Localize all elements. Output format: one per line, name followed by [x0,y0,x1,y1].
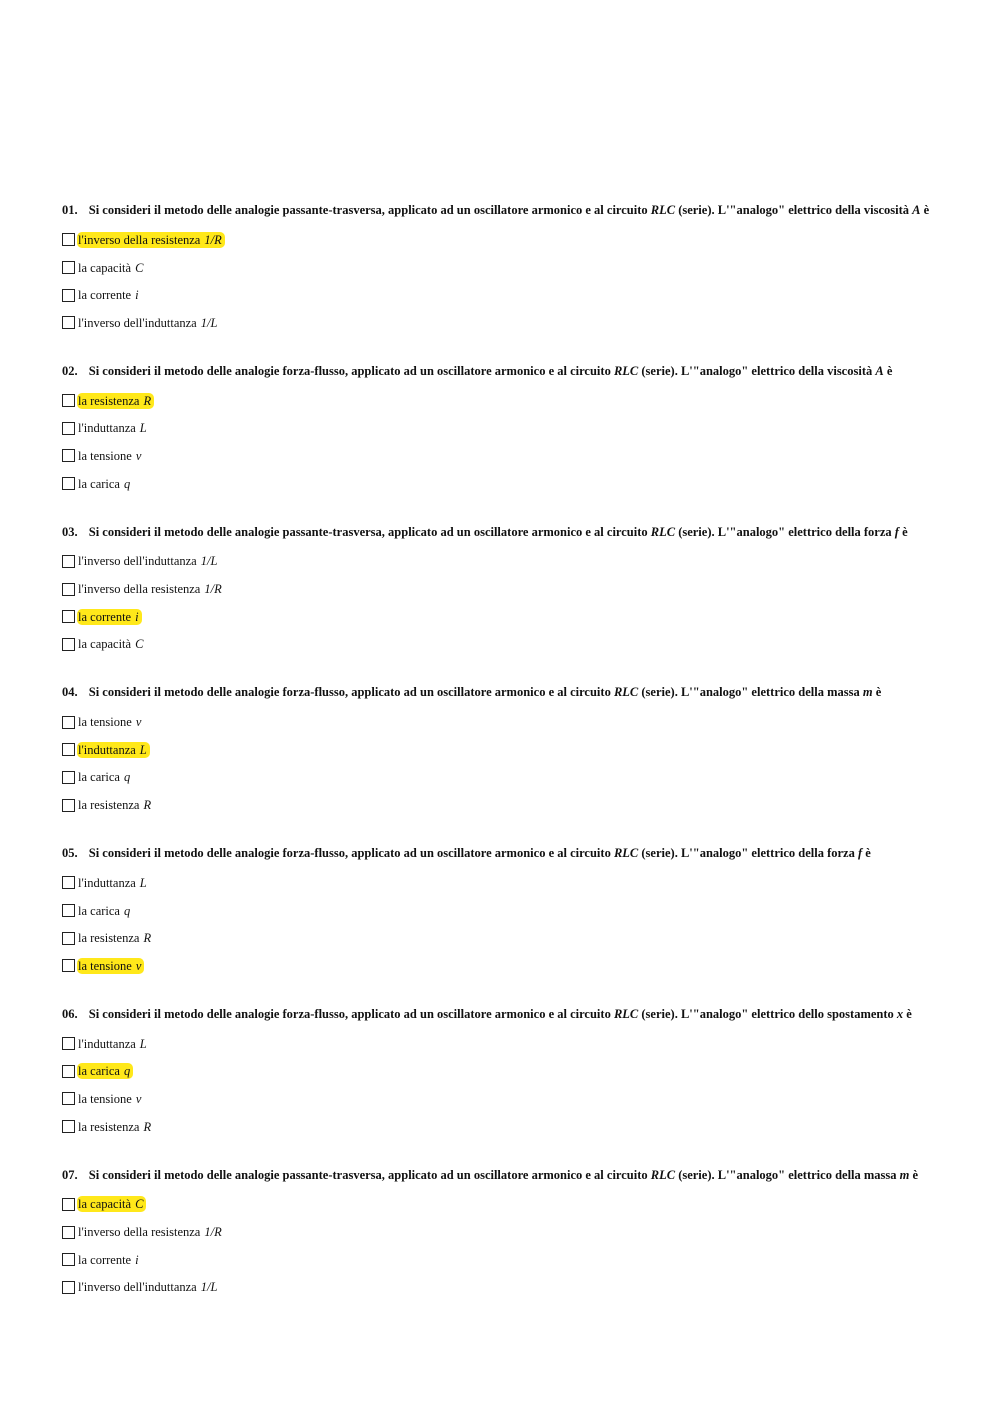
answer-option[interactable] [62,791,962,819]
answer-checkbox[interactable] [62,233,75,246]
quantity-symbol: f [894,524,899,539]
answer-text: l'induttanza [78,742,136,757]
answer-symbol: 1/R [204,1225,222,1240]
answer-label[interactable] [77,769,133,785]
question-number: 04. [62,685,78,700]
answer-symbol: R [143,798,152,813]
answer-symbol: i [135,1252,139,1267]
answer-checkbox[interactable] [62,1198,75,1211]
answer-option[interactable] [62,603,962,631]
question-block [62,843,962,980]
answer-symbol: v [135,958,142,973]
answer-text: l'inverso dell'induttanza [78,1280,197,1295]
question-text-part: è [865,846,871,860]
question-block [62,522,962,659]
answer-text: la corrente [78,609,132,624]
answer-symbol: L [139,421,147,436]
circuit-symbol: RLC [613,685,639,700]
answer-label[interactable] [77,1119,154,1135]
answer-label[interactable] [77,875,150,891]
answer-label-highlighted[interactable] [77,1063,133,1079]
circuit-symbol: RLC [613,846,639,860]
question-text-part: è [923,203,930,217]
answer-option[interactable] [62,1085,962,1113]
question-text-part: è [912,1167,919,1182]
question-text [62,361,962,381]
question-block [62,1165,962,1302]
question-block [62,361,962,498]
answer-text: l'inverso della resistenza [78,1225,201,1240]
answer-text: la tensione [78,715,132,730]
answer-label[interactable] [77,930,154,946]
answer-checkbox[interactable] [62,876,75,889]
answer-checkbox[interactable] [62,1253,75,1266]
question-text-part: (serie). L'"analogo" elettrico della forza [678,524,892,539]
question-text-part: Si consideri il metodo delle analogie forza-flusso, applicato ad un oscillatore armonico e al circuito [88,846,611,860]
quantity-symbol: m [899,1167,910,1182]
answer-symbol: C [135,637,144,652]
answer-label[interactable] [77,553,220,569]
answer-text: la capacità [78,637,132,652]
answer-option[interactable] [62,952,962,980]
circuit-symbol: RLC [650,524,676,539]
question-text-part: (serie). L'"analogo" elettrico della viscosità [641,363,873,378]
question-text-part: (serie). L'"analogo" elettrico della viscosità [678,203,910,217]
quantity-symbol: f [857,846,863,860]
question-text-part: è [875,685,882,700]
answer-label[interactable] [77,636,146,652]
answer-label[interactable] [77,1279,220,1295]
answer-symbol: v [135,1091,142,1106]
answer-text: l'inverso dell'induttanza [78,315,197,330]
answer-option[interactable] [62,470,962,498]
answer-symbol: 1/R [204,582,222,597]
circuit-symbol: RLC [613,1006,639,1021]
answer-option[interactable] [62,226,962,254]
answer-checkbox[interactable] [62,422,75,435]
question-block [62,200,962,337]
answer-text: la carica [78,903,120,918]
question-text [62,1004,962,1024]
answer-label[interactable] [77,1224,225,1240]
question-number: 01. [62,203,78,217]
answer-symbol: 1/L [200,1280,218,1295]
answer-option[interactable] [62,631,962,659]
question-number: 07. [62,1167,78,1182]
answer-checkbox[interactable] [62,1226,75,1239]
answer-label[interactable] [77,1252,142,1268]
answer-option[interactable] [62,897,962,925]
answer-symbol: 1/L [200,315,218,330]
answer-symbol: 1/R [204,232,222,247]
answer-checkbox[interactable] [62,449,75,462]
question-number: 03. [62,524,78,539]
answer-option[interactable] [62,1113,962,1141]
answer-option[interactable] [62,924,962,952]
question-number: 05. [62,846,78,860]
answer-label-highlighted[interactable] [77,232,225,248]
answer-symbol: q [123,1064,131,1079]
question-text-part: Si consideri il metodo delle analogie passante-trasversa, applicato ad un oscillatore armonico e al circuito [88,203,648,217]
answer-text: la carica [78,1064,120,1079]
answer-text: la resistenza [78,798,140,813]
answer-symbol: i [135,609,139,624]
answer-label-highlighted[interactable] [77,609,142,625]
answer-symbol: C [135,260,144,275]
answer-label[interactable] [77,714,144,730]
answer-option[interactable] [62,1191,962,1219]
question-text-part: Si consideri il metodo delle analogie passante-trasversa, applicato ad un oscillatore armonico e al circuito [88,1167,648,1182]
answer-label-highlighted[interactable] [77,393,154,409]
question-block [62,682,962,819]
answer-checkbox[interactable] [62,638,75,651]
answer-symbol: C [135,1197,144,1212]
answer-label[interactable] [77,903,133,919]
answer-label[interactable] [77,476,133,492]
answer-symbol: q [123,476,131,491]
quantity-symbol: x [896,1006,904,1021]
quantity-symbol: m [862,685,873,700]
answer-text: l'inverso della resistenza [78,582,201,597]
answer-symbol: v [135,448,142,463]
answer-checkbox[interactable] [62,289,75,302]
answer-label[interactable] [77,1036,150,1052]
answer-label[interactable] [77,1091,144,1107]
question-number: 06. [62,1006,78,1021]
answer-option[interactable] [62,736,962,764]
answer-label-highlighted[interactable] [77,1196,146,1212]
answer-checkbox[interactable] [62,771,75,784]
answer-option[interactable] [62,309,962,337]
question-text [62,200,962,220]
answer-text: la capacità [78,1197,132,1212]
answer-text: la capacità [78,260,132,275]
question-block [62,1004,962,1141]
answer-option[interactable] [62,1246,962,1274]
answer-label[interactable] [77,581,225,597]
question-text [62,522,962,542]
answer-label[interactable] [77,287,142,303]
answer-option[interactable] [62,414,962,442]
question-text-part: (serie). L'"analogo" elettrico della forza [641,846,855,860]
question-text-part: Si consideri il metodo delle analogie passante-trasversa, applicato ad un oscillatore armonico e al circuito [88,524,648,539]
answer-text: la tensione [78,958,132,973]
quiz-container [62,200,962,1325]
circuit-symbol: RLC [650,1167,676,1182]
answer-checkbox[interactable] [62,316,75,329]
question-text-part: è [906,1006,912,1021]
answer-checkbox[interactable] [62,932,75,945]
answer-option[interactable] [62,548,962,576]
answer-symbol: R [143,393,152,408]
answer-symbol: L [139,875,147,890]
answer-checkbox[interactable] [62,743,75,756]
answer-option[interactable] [62,1218,962,1246]
answer-option[interactable] [62,1274,962,1302]
question-text [62,843,962,863]
answer-label[interactable] [77,420,150,436]
answer-text: l'inverso della resistenza [78,232,201,247]
question-text-part: (serie). L'"analogo" elettrico della massa [641,685,860,700]
answer-text: l'inverso dell'induttanza [78,554,197,569]
quantity-symbol: A [912,203,921,217]
answer-option[interactable] [62,1057,962,1085]
answer-label[interactable] [77,315,220,331]
question-text [62,1165,962,1185]
answer-text: l'induttanza [78,421,136,436]
answer-option[interactable] [62,575,962,603]
answer-symbol: q [123,770,131,785]
answer-text: la resistenza [78,1119,140,1134]
answer-checkbox[interactable] [62,959,75,972]
answer-option[interactable] [62,708,962,736]
answer-checkbox[interactable] [62,1120,75,1133]
quantity-symbol: A [875,363,884,378]
answer-label[interactable] [77,260,146,276]
answer-option[interactable] [62,1030,962,1058]
answer-text: la resistenza [78,931,140,946]
answer-checkbox[interactable] [62,1092,75,1105]
question-number: 02. [62,363,78,378]
question-text-part: è [902,524,908,539]
question-text-part: è [886,363,893,378]
answer-option[interactable] [62,281,962,309]
answer-option[interactable] [62,442,962,470]
answer-text: la resistenza [78,393,140,408]
answer-symbol: L [139,1036,147,1051]
answer-option[interactable] [62,764,962,792]
answer-symbol: 1/L [200,554,218,569]
answer-symbol: i [135,288,139,303]
answer-checkbox[interactable] [62,799,75,812]
question-text-part: Si consideri il metodo delle analogie forza-flusso, applicato ad un oscillatore armonico e al circuito [88,685,611,700]
answer-checkbox[interactable] [62,394,75,407]
answer-symbol: R [143,1119,152,1134]
answer-checkbox[interactable] [62,555,75,568]
answer-checkbox[interactable] [62,610,75,623]
answer-checkbox[interactable] [62,716,75,729]
answer-label-highlighted[interactable] [77,742,150,758]
answer-label[interactable] [77,797,154,813]
answer-checkbox[interactable] [62,261,75,274]
question-text-part: (serie). L'"analogo" elettrico dello spostamento [641,1006,894,1021]
circuit-symbol: RLC [650,203,676,217]
answer-text: l'induttanza [78,875,136,890]
answer-checkbox[interactable] [62,904,75,917]
circuit-symbol: RLC [613,363,639,378]
question-text [62,682,962,702]
answer-symbol: v [135,715,142,730]
answer-symbol: R [143,931,152,946]
answer-symbol: q [123,903,131,918]
answer-checkbox[interactable] [62,1037,75,1050]
answer-text: la carica [78,770,120,785]
answer-checkbox[interactable] [62,477,75,490]
answer-text: la tensione [78,1091,132,1106]
answer-text: la corrente [78,1252,132,1267]
question-text-part: Si consideri il metodo delle analogie forza-flusso, applicato ad un oscillatore armonico e al circuito [88,363,611,378]
answer-symbol: L [139,742,147,757]
question-text-part: Si consideri il metodo delle analogie forza-flusso, applicato ad un oscillatore armonico e al circuito [88,1006,611,1021]
answer-option[interactable] [62,254,962,282]
answer-text: l'induttanza [78,1036,136,1051]
answer-checkbox[interactable] [62,1065,75,1078]
answer-option[interactable] [62,869,962,897]
answer-checkbox[interactable] [62,583,75,596]
answer-text: la corrente [78,288,132,303]
answer-text: la carica [78,476,120,491]
answer-label[interactable] [77,448,144,464]
answer-checkbox[interactable] [62,1281,75,1294]
answer-option[interactable] [62,387,962,415]
answer-label-highlighted[interactable] [77,958,144,974]
answer-text: la tensione [78,448,132,463]
question-text-part: (serie). L'"analogo" elettrico della massa [678,1167,897,1182]
